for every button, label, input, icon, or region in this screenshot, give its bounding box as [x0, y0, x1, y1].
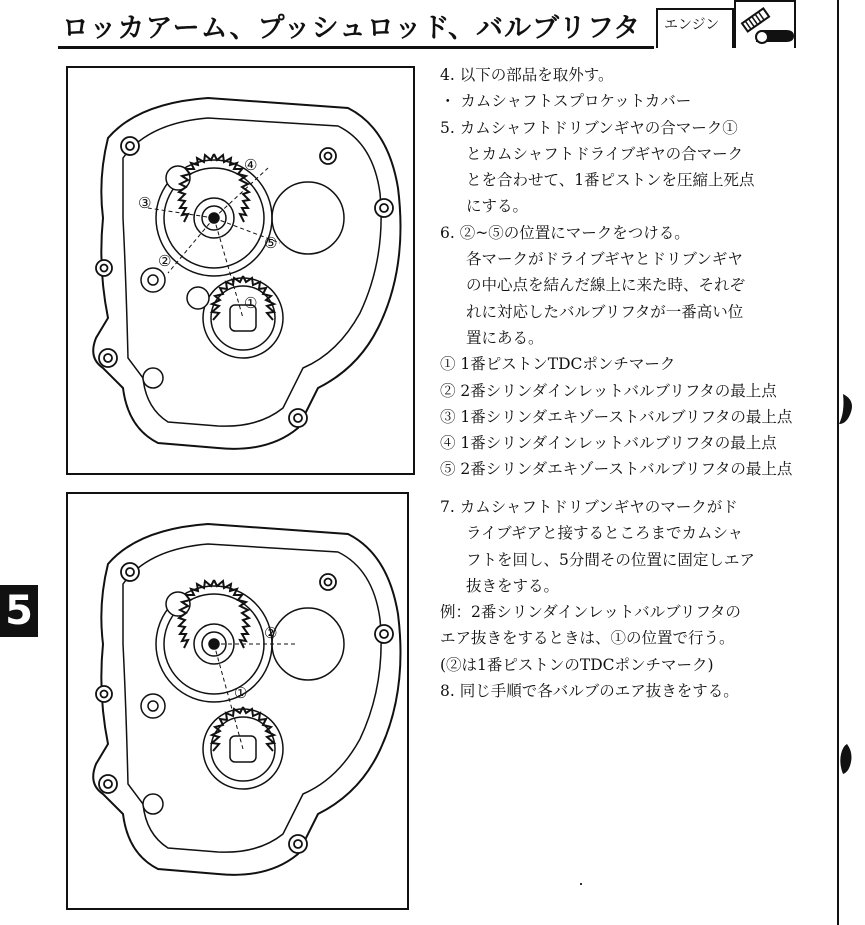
- case-gear-diagram-2: [68, 494, 407, 908]
- step-4: 4. 以下の部品を取外す。: [440, 66, 614, 84]
- legend-item-2: ② 2番シリンダインレットバルブリフタの最上点: [440, 381, 777, 400]
- page-edge-rule: [837, 0, 839, 925]
- title-underline: [58, 46, 654, 49]
- step-7: 7. カムシャフトドリブンギヤのマークがド: [440, 498, 738, 516]
- callout-2: ②: [158, 252, 172, 270]
- legend-item-1: ① 1番ピストンTDCポンチマーク: [440, 355, 676, 374]
- legend-item-4: ④ 1番シリンダインレットバルブリフタの最上点: [440, 434, 777, 453]
- example-note: 例：2番シリンダインレットバルブリフタの: [440, 603, 741, 622]
- instructions-steps-4-6: [440, 62, 830, 483]
- step-6-line: の中心点を結んだ線上に来た時、それぞ: [466, 276, 746, 295]
- example-note-paren: (②は1番ピストンのTDCポンチマーク): [440, 655, 714, 674]
- section-tab: エンジン: [656, 8, 734, 48]
- legend-item-3: ③ 1番シリンダエキゾーストバルブリフタの最上点: [440, 407, 793, 426]
- step-5-line: とを合わせて、1番ピストンを圧縮上死点: [466, 171, 755, 190]
- binder-hole-mark: [837, 742, 855, 776]
- step-7-line: ライブギアと接するところまでカムシャ: [466, 524, 744, 543]
- callout-4: ④: [244, 156, 258, 174]
- callout-1: ①: [244, 294, 258, 312]
- case-gear-diagram-1: [68, 68, 413, 473]
- callout-1: ①: [234, 684, 248, 702]
- callout-5: ⑤: [264, 234, 278, 252]
- step-6: 6. ②~⑤の位置にマークをつける。: [440, 223, 690, 242]
- page-title: ロッカアーム、プッシュロッド、バルブリフタ: [62, 13, 642, 44]
- callout-2: ②: [264, 624, 278, 642]
- step-5: 5. カムシャフトドリブンギヤの合マーク①: [440, 118, 738, 137]
- chapter-number-tab: 5: [0, 585, 38, 637]
- engine-gear-icon: [734, 0, 796, 48]
- step-5-line: とカムシャフトドライブギヤの合マーク: [466, 144, 744, 163]
- step-6-line: 各マークがドライブギヤとドリブンギヤ: [466, 250, 743, 269]
- step-4-item: ・ カムシャフトスプロケットカバー: [440, 92, 692, 111]
- step-6-line: 置にある。: [466, 328, 544, 347]
- step-8: 8. 同じ手順で各バルブのエア抜きをする。: [440, 682, 739, 701]
- instructions-steps-7-8: [440, 494, 830, 704]
- step-6-line: れに対応したバルブリフタが一番高い位: [466, 302, 744, 321]
- figure-gear-marks-1: [66, 66, 415, 475]
- step-7-line: フトを回し、5分間その位置に固定しエア: [466, 550, 755, 569]
- figure-gear-marks-2: [66, 492, 409, 910]
- step-5-line: にする。: [466, 197, 529, 216]
- stray-dot: [580, 883, 582, 885]
- callout-3: ③: [138, 194, 152, 212]
- legend-item-5: ⑤ 2番シリンダエキゾーストバルブリフタの最上点: [440, 460, 793, 479]
- example-note-line: エア抜きをするときは、①の位置で行う。: [440, 629, 735, 648]
- step-7-line: 抜きをする。: [466, 576, 560, 595]
- binder-hole-mark: [837, 392, 855, 426]
